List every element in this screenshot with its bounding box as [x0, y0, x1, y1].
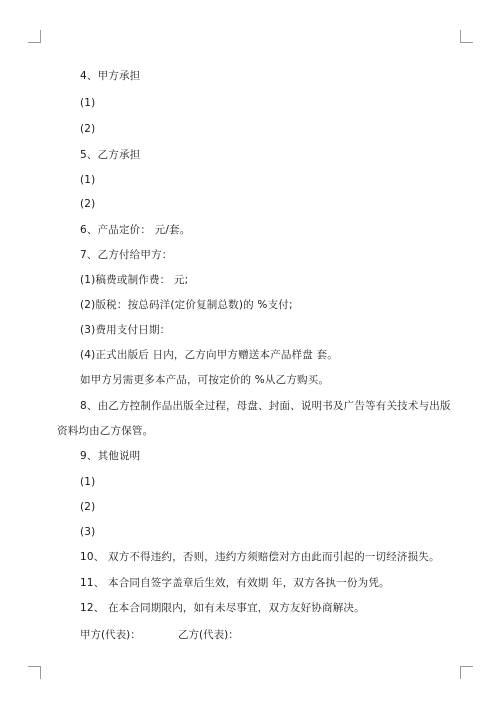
clause-product-price: 6、产品定价： 元/套。	[80, 224, 191, 236]
payment-item-fee: (1)稿费或制作费： 元;	[80, 274, 189, 286]
clause-effective-term: 11、 本合同自签字盖章后生效，有效期 年，双方各执一份为凭。	[80, 577, 390, 589]
other-notes-item-1: (1)	[80, 476, 96, 488]
party-b-item-2: (2)	[80, 198, 96, 210]
clause-extra-copies: 如甲方另需更多本产品，可按定价的 %从乙方购买。	[80, 374, 330, 386]
party-b-item-1: (1)	[80, 174, 96, 186]
other-notes-item-3: (3)	[80, 526, 96, 538]
other-notes-item-2: (2)	[80, 501, 96, 513]
party-a-item-1: (1)	[80, 97, 96, 109]
section-heading-party-a-obligations: 4、甲方承担	[80, 70, 141, 82]
clause-breach: 10、 双方不得违约，否则，违约方须赔偿对方由此而引起的一切经济损失。	[80, 551, 440, 563]
section-heading-party-b-obligations: 5、乙方承担	[80, 149, 141, 161]
signature-party-a: 甲方(代表)：	[80, 629, 141, 641]
clause-unresolved-matters: 12、 在本合同期限内，如有未尽事宜，双方友好协商解决。	[80, 602, 365, 614]
clause-publishing-control-cont: 资料均由乙方保管。	[57, 425, 154, 437]
payment-item-samples: (4)正式出版后 日内，乙方向甲方赠送本产品样盘 套。	[80, 349, 338, 361]
party-a-item-2: (2)	[80, 123, 96, 135]
payment-item-date: (3)费用支付日期：	[80, 324, 171, 336]
signature-party-b: 乙方(代表)：	[178, 629, 239, 641]
section-heading-other-notes: 9、其他说明	[80, 450, 141, 462]
clause-payment-heading: 7、乙方付给甲方：	[80, 249, 173, 261]
payment-item-royalty: (2)版税：按总码洋(定价复制总数)的 %支付;	[80, 299, 293, 311]
clause-publishing-control: 8、由乙方控制作品出版全过程，母盘、封面、说明书及广告等有关技术与出版	[80, 400, 451, 412]
